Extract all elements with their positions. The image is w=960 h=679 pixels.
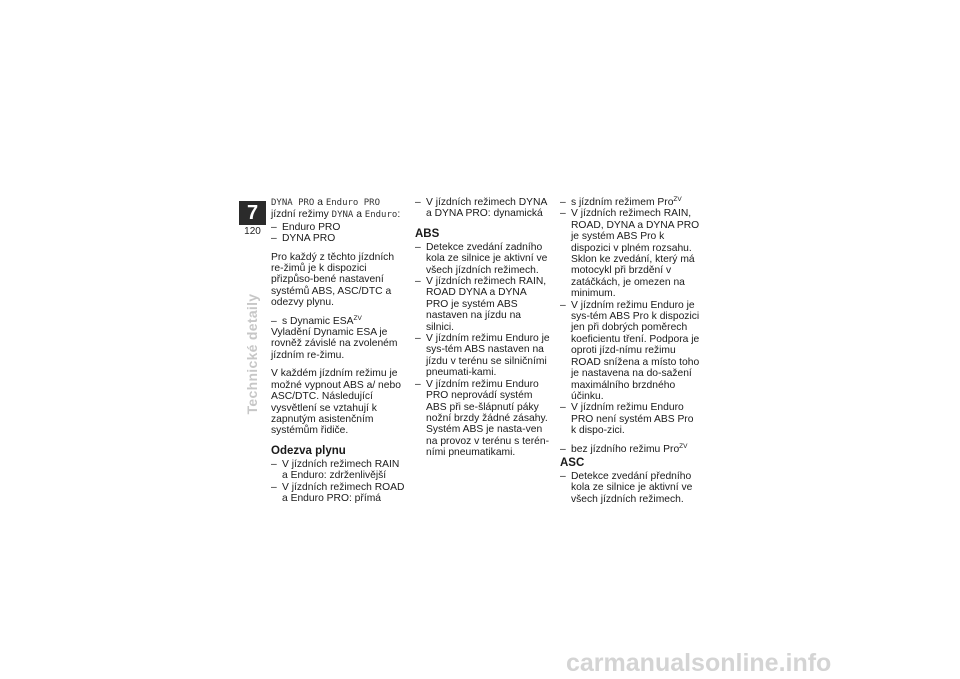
watermark: carmanualsonline.info <box>566 649 832 677</box>
paragraph: Pro každý z těchto jízdních re-žimů je k dispozici přizpůso-bené nastavení systémů ABS, ASC/DTC a odezvy plynu. <box>271 251 395 309</box>
option-label <box>560 444 700 455</box>
list-item: – V jízdních režimech RAIN a Enduro: zdrženlivější <box>271 459 407 482</box>
list-item: – V jízdních režimech ROAD a Enduro PRO: přímá <box>271 482 407 505</box>
list-item: – Detekce zvedání zadního kola ze silnice je aktivní ve všech jízdních režimech. <box>415 242 551 276</box>
page-number: 120 <box>244 226 261 237</box>
section-heading: Odezva plynu <box>271 444 346 457</box>
intro-text: a <box>314 197 326 208</box>
text-column-2 <box>415 197 551 459</box>
chapter-number-tab: 7 <box>239 201 266 225</box>
list-item: – V jízdním režimu Enduro je sys-tém ABS Pro k dispozici jen při dobrých poměrech koeficientu tření. Podpora je oproti jízd-nímu režimu ROAD snížena a místo toho je nastavena na do-sažení maximálního brzdného účinku. <box>560 300 700 403</box>
list-item: – DYNA PRO <box>271 233 407 244</box>
text-column-1 <box>271 197 407 504</box>
list-item: – Enduro PRO <box>271 222 407 233</box>
list-item: – V jízdních režimech RAIN, ROAD DYNA a DYNA PRO je systém ABS nastaven na jízdu na silnici. <box>415 276 551 333</box>
mode-name: DYNA <box>331 210 354 221</box>
list-item: – V jízdním režimu Enduro je sys-tém ABS nastaven na jízdu v terénu se silničními pneumati-kami. <box>415 333 551 379</box>
option-text: bez jízdního režimu Pro <box>571 443 680 455</box>
intro-paragraph <box>271 197 407 222</box>
option-marker: ZV <box>673 196 682 203</box>
list-item: – V jízdním režimu Enduro PRO není systém ABS Pro k dispo-zici. <box>560 402 700 436</box>
list-item: – V jízdních režimech RAIN, ROAD, DYNA a DYNA PRO je systém ABS Pro k dispozici v plném rozsahu. Sklon ke zvedání, který má motocykl při brzdění v zatáčkách, je omezen na minimum. <box>560 208 700 299</box>
paragraph: V každém jízdním režimu je možné vypnout ABS a/ nebo ASC/DTC. Následující vysvětlení se vztahují k zapnutým asistenčním systémům řidiče. <box>271 368 401 437</box>
list-item: – V jízdních režimech DYNA a DYNA PRO: dynamická <box>415 197 551 220</box>
section-heading: ABS <box>415 227 440 240</box>
mode-name: Enduro <box>364 210 398 221</box>
option-text: s Dynamic ESA <box>282 315 354 327</box>
intro-text: jízdní režimy <box>271 209 332 221</box>
intro-text: : <box>397 209 401 221</box>
list-item: – Detekce zvedání předního kola ze silnice je aktivní ve všech jízdních režimech. <box>560 471 700 505</box>
option-label <box>271 316 407 327</box>
chapter-title: Technické detaily <box>244 293 260 415</box>
mode-name: DYNA PRO <box>271 198 315 208</box>
option-label <box>560 197 700 208</box>
option-marker: ZV <box>353 314 362 322</box>
option-marker: ZV <box>679 442 688 450</box>
mode-name: Enduro PRO <box>325 198 380 208</box>
paragraph: Vyladění Dynamic ESA je rovněž závislé na zvoleném jízdním re-žimu. <box>271 327 398 361</box>
intro-text: a <box>353 209 365 221</box>
section-heading: ASC <box>560 456 585 469</box>
list-item: – V jízdním režimu Enduro PRO neprovádí systém ABS při se-šlápnutí páky nožní brzdy žádné zásahy. Systém ABS je nasta-ven na provoz v terénu s terén-ními pneumatikami. <box>415 379 551 459</box>
option-text: s jízdním režimem Pro <box>571 197 674 208</box>
text-column-3 <box>560 197 700 505</box>
